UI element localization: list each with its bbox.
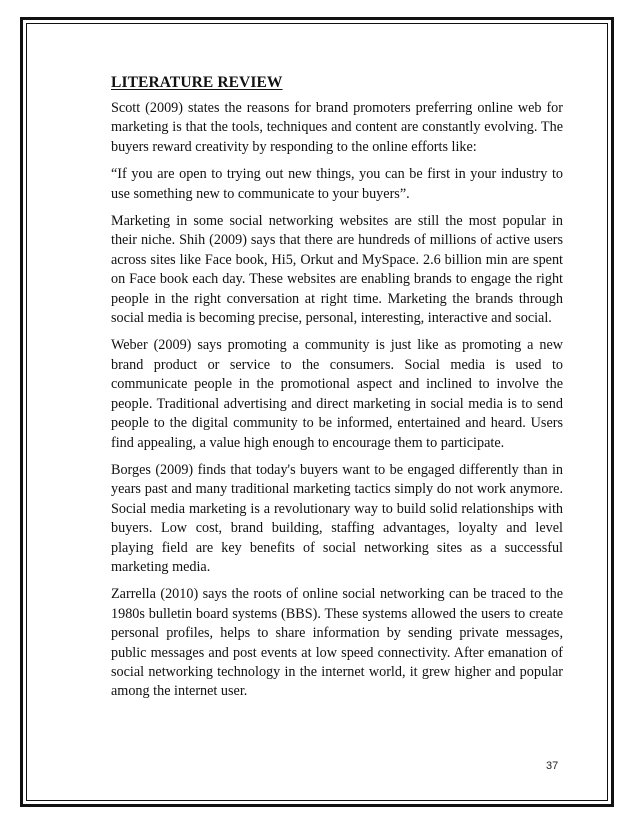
paragraph-scott: Scott (2009) states the reasons for brand promoters preferring online web for marketing is that the tools, techniques and content are constantly evolving. The buyers reward creativity by responding to the online efforts like:: [111, 100, 563, 155]
paragraph-zarrella: Zarrella (2010) says the roots of online social networking can be traced to the 1980s bulletin board systems (BBS). These systems allowed the users to create personal profiles, helps to share information by sending private messages, public messages and post events at low speed connectivity. After emanation of social networking technology in the internet world, it grew higher and popular among the internet user.: [111, 586, 563, 700]
section-heading: LITERATURE REVIEW: [111, 74, 283, 91]
paragraph-borges: Borges (2009) finds that today's buyers want to be engaged differently than in years past and many traditional marketing tactics simply do not work anymore. Social media marketing is a revolutionary way to build solid relationships with buyers. Low cost, brand building, staffing advantages, loyalty and level playing field are key benefits of social networking sites as a successful marketing media.: [111, 461, 563, 575]
page-number: 37: [546, 760, 559, 772]
paragraph-quote: “If you are open to trying out new things, you can be first in your industry to use something new to communicate to your buyers”.: [111, 166, 563, 202]
document-body: [111, 74, 563, 710]
paragraph-weber: Weber (2009) says promoting a community is just like as promoting a new brand product or service to the consumers. Social media is used to communicate people in the promotional aspect and inclined to involve the people. Traditional advertising and direct marketing in social media is to send people to the digital community to be informed, entertained and heard. Users find appealing, a value high enough to encourage them to participate.: [111, 337, 563, 451]
paragraph-shih: Marketing in some social networking websites are still the most popular in their niche. Shih (2009) says that there are hundreds of millions of active users across sites like Face book, Hi5, Orkut and MySpace. 2.6 billion min are spent on Face book each day. These websites are enabling brands to engage the right people in the right conversation at right time. Marketing the brands through social media is becoming precise, personal, interesting, interactive and social.: [111, 213, 563, 327]
